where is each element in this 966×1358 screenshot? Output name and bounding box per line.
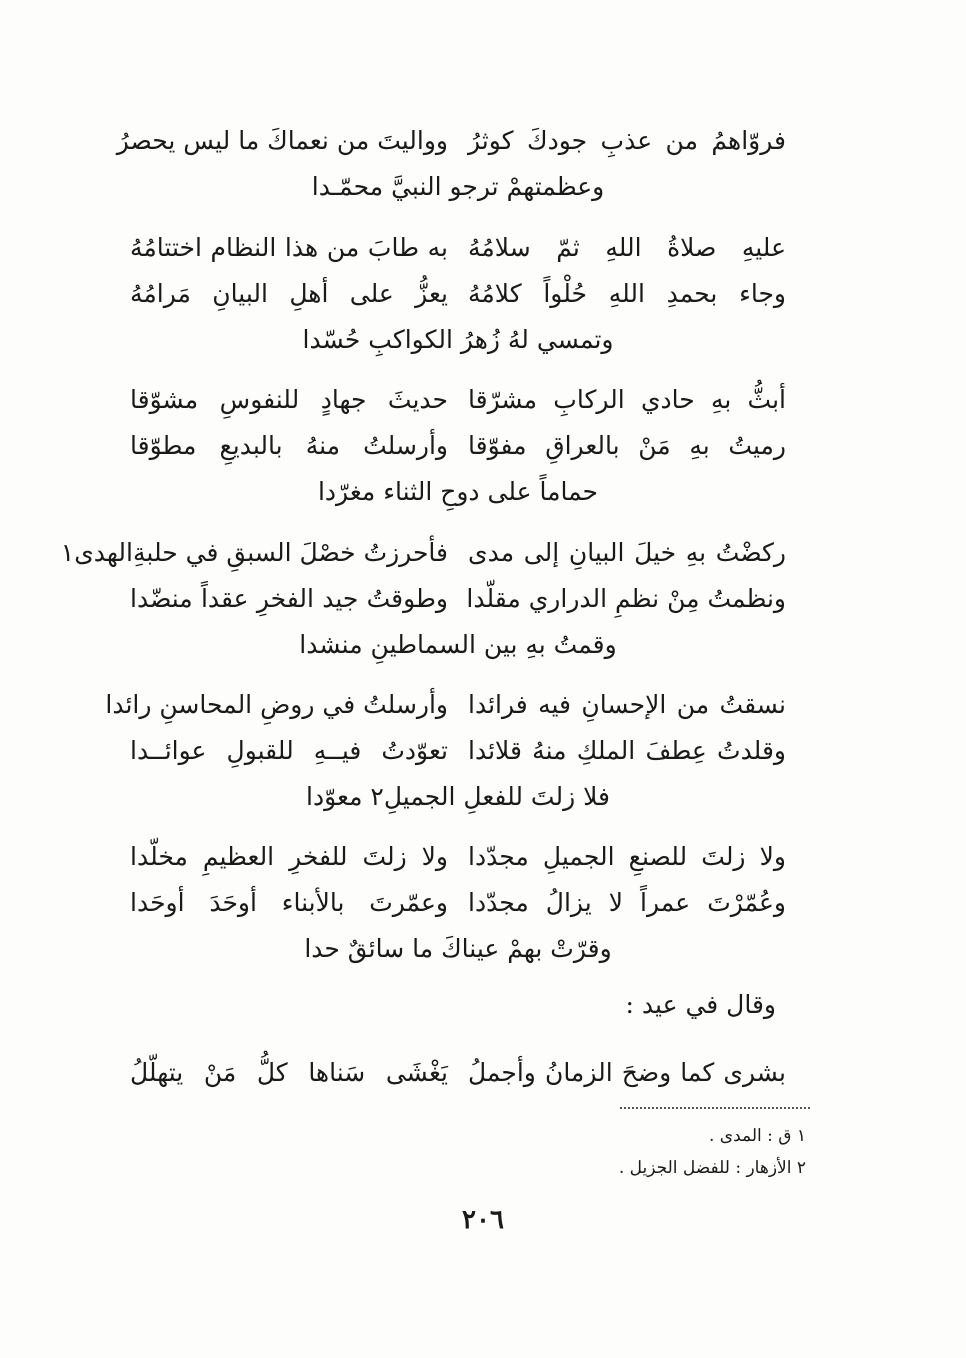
stanza-new-poem: [130, 1050, 786, 1096]
footnote-divider: [620, 1107, 810, 1109]
hemistich-right: نسقتُ من الإحسانِ فيه فرائدا: [468, 690, 786, 719]
hemistich-right: عليهِ صلاةُ اللهِ ثمّ سلامُهُ: [468, 233, 786, 262]
hemistich-left: يعزُّ على أهلِ البيانِ مَرامُهُ: [130, 279, 448, 308]
verse-line: [60, 530, 786, 576]
hemistich-right: ركضْتُ بهِ خيلَ البيانِ إلى مدى: [468, 538, 786, 567]
hemistich-left: وواليتَ من نعماكَ ما ليس يحصرُ: [116, 126, 448, 155]
hemistich-left: فأحرزتُ خصْلَ السبقِ في حلبةِالهدى١: [60, 538, 448, 567]
verse-refrain: [130, 622, 786, 668]
verse-refrain: [130, 926, 786, 972]
page-number: ٢٠٦: [462, 1205, 504, 1235]
hemistich-left: حديثَ جهادٍ للنفوسِ مشوّقا: [130, 385, 448, 414]
hemistich-left: تعوّدتُ فيــهِ للقبولِ عوائــدا: [130, 736, 448, 765]
footnote-1: ١ ق : المدى .: [708, 1126, 806, 1146]
verse-line: [130, 834, 786, 880]
verse-line: [130, 271, 786, 317]
refrain-text: فلا زلتَ للفعلِ الجميلِ٢ معوّدا: [306, 782, 610, 811]
hemistich-left: به طابَ من هذا النظام اختتامُهُ: [130, 233, 448, 262]
stanza-2: [130, 225, 786, 363]
refrain-text: وتمسي لهُ زُهرُ الكواكبِ حُسّدا: [302, 325, 614, 354]
stanza-1: [116, 118, 786, 210]
stanza-3: [130, 377, 786, 515]
refrain-text: وعظمتهمْ ترجو النبيَّ محمّـدا: [311, 172, 605, 201]
hemistich-right: ولا زلتَ للصنعِ الجميلِ مجدّدا: [468, 842, 786, 871]
stanza-5: [105, 682, 786, 820]
refrain-text: حماماً على دوحِ الثناء مغرّدا: [317, 477, 599, 506]
refrain-text: وقمتُ بهِ بين السماطينِ منشدا: [299, 630, 617, 659]
verse-line: [116, 118, 786, 164]
hemistich-left: وعمّرتَ بالأبناء أوحَدَ أوحَدا: [130, 888, 448, 917]
hemistich-left: وطوقتُ جيد الفخرِ عقداً منضّدا: [130, 584, 448, 613]
verse-line: [105, 682, 786, 728]
hemistich-right: وجاء بحمدِ اللهِ حُلْواً كلامُهُ: [468, 279, 786, 308]
verse-line: [130, 377, 786, 423]
verse-line: [130, 576, 786, 622]
hemistich-right: وعُمّرْتَ عمراً لا يزالُ مجدّدا: [468, 888, 786, 917]
stanza-4: [60, 530, 786, 668]
hemistich-left: ولا زلتَ للفخرِ العظيمِ مخلّدا: [130, 842, 448, 871]
verse-line: [130, 880, 786, 926]
hemistich-right: ونظمتُ مِنْ نظمِ الدراري مقلّدا: [466, 584, 786, 613]
poem-intro: وقال في عيد :: [625, 990, 776, 1019]
hemistich-right: أبثُّ بهِ حادي الركابِ مشرّقا: [468, 385, 786, 414]
refrain-text: وقرّتْ بهمْ عيناكَ ما سائقٌ حدا: [304, 934, 612, 963]
verse-line: [130, 225, 786, 271]
hemistich-right: وقلدتُ عِطفَ الملكِ منهُ قلائدا: [468, 736, 786, 765]
hemistich-right: بشرى كما وضحَ الزمانُ وأجملُ: [468, 1058, 786, 1087]
hemistich-left: يَغْشَى سَناها كلُّ مَنْ يتهلّلُ: [130, 1058, 448, 1087]
footnote-2: ٢ الأزهار : للفضل الجزيل .: [618, 1158, 806, 1178]
verse-line: [130, 1050, 786, 1096]
verse-line: [130, 423, 786, 469]
hemistich-left: وأرسلتُ في روضِ المحاسنِ رائدا: [105, 690, 448, 719]
hemistich-right: رميتُ بهِ مَنْ بالعراقِ مفوّقا: [468, 431, 786, 460]
hemistich-left: وأرسلتُ منهُ بالبديعِ مطوّقا: [130, 431, 448, 460]
verse-refrain: [130, 164, 786, 210]
verse-refrain: [130, 469, 786, 515]
verse-refrain: [130, 317, 786, 363]
stanza-6: [130, 834, 786, 972]
hemistich-right: فروّاهمُ من عذبِ جودكَ كوثرُ: [468, 126, 786, 155]
verse-refrain: [130, 774, 786, 820]
verse-line: [130, 728, 786, 774]
